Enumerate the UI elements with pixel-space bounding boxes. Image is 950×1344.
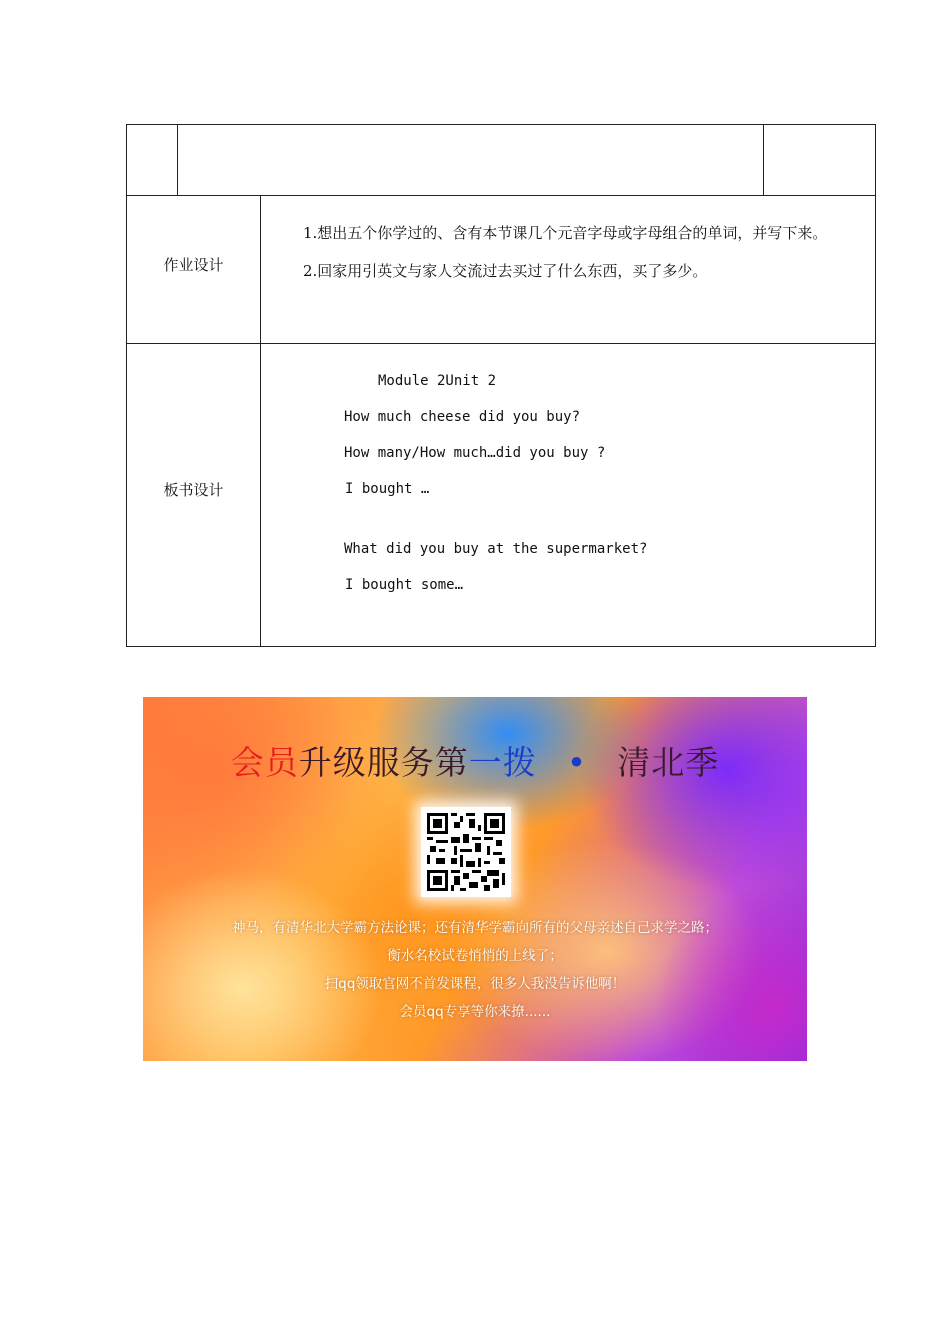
- banner-line: 会员qq专享等你来撩......: [399, 1004, 551, 1020]
- banner-text: [143, 914, 807, 1026]
- homework-content: [271, 214, 871, 290]
- banner-title-dot: •: [566, 743, 588, 782]
- banner-title-part: 清北季: [617, 743, 720, 782]
- homework-item: 2.回家用引英文与家人交流过去买过了什么东西，买了多少。: [303, 262, 708, 280]
- column-divider: [177, 125, 178, 195]
- banner-title-part: 一拨: [468, 743, 537, 782]
- banner-title: [143, 737, 807, 784]
- banner-title-part: 会员: [230, 743, 299, 782]
- banner-title-part: 升级服务第: [298, 743, 469, 782]
- board-line: I bought some…: [345, 577, 464, 593]
- column-divider: [260, 196, 261, 646]
- banner-line: 神马，有清华北大学霸方法论课；还有清华学霸向所有的父母亲述自己求学之路；: [232, 920, 718, 936]
- board-line: I bought …: [345, 481, 430, 497]
- column-divider: [763, 125, 764, 195]
- board-design-label: 板书设计: [163, 481, 224, 499]
- banner-line: 扫qq领取官网不首发课程，很多人我没告诉他啊！: [324, 976, 626, 992]
- banner-line: 衡水名校试卷悄悄的上线了；: [387, 948, 563, 964]
- board-line: How many/How much…did you buy ?: [344, 445, 606, 461]
- homework-label: 作业设计: [163, 256, 224, 274]
- table-fragment: [126, 124, 876, 196]
- board-line: Module 2Unit 2: [378, 373, 497, 389]
- promo-banner: [143, 697, 807, 1061]
- row-divider: [127, 343, 875, 344]
- board-line: What did you buy at the supermarket?: [344, 541, 648, 557]
- board-line: How much cheese did you buy?: [344, 409, 581, 425]
- homework-item: 1.想出五个你学过的、含有本节课几个元音字母或字母组合的单词，并写下来。: [303, 224, 828, 242]
- lesson-plan-table: [126, 195, 876, 647]
- qr-code-icon[interactable]: [421, 807, 511, 897]
